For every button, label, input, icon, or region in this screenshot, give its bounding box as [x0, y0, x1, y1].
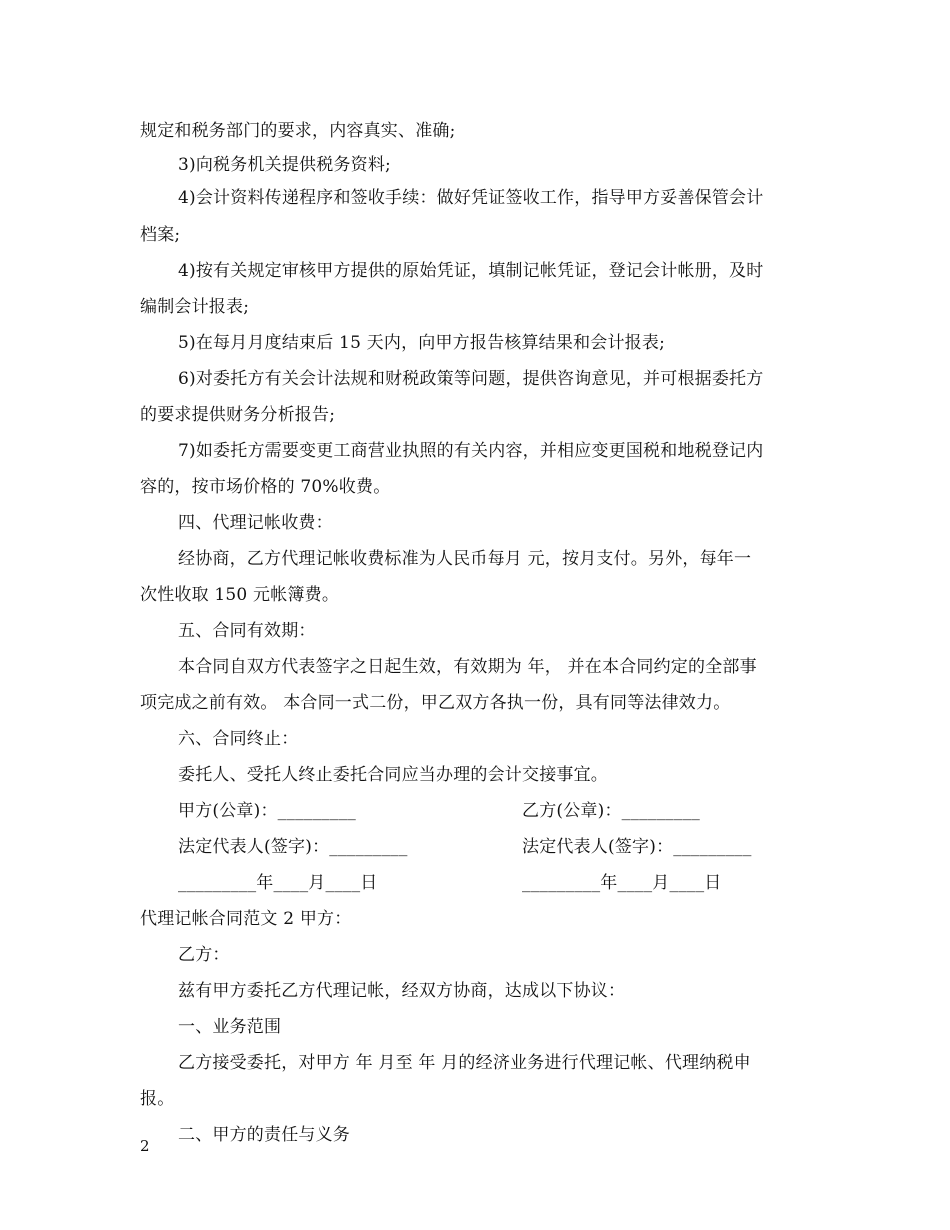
section-heading: 一、业务范围 [178, 1017, 282, 1037]
party-a-representative: 法定代表人(签字)：_________ [178, 837, 408, 857]
contract-title-line: 代理记帐合同范文 2 甲方： [140, 909, 352, 929]
text-line: 容的，按市场价格的 70%收费。 [140, 477, 391, 497]
text-line: 4)会计资料传递程序和签收手续：做好凭证签收工作，指导甲方妥善保管会计 [178, 188, 764, 208]
party-b-seal: 乙方(公章)：_________ [522, 801, 700, 821]
text-line: 委托人、受托人终止委托合同应当办理的会计交接事宜。 [178, 765, 608, 785]
text-line: 编制会计报表; [140, 297, 250, 317]
party-a-date: _________年____月____日 [178, 873, 378, 893]
text-line: 经协商，乙方代理记帐收费标准为人民币每月 元，按月支付。另外，每年一 [178, 549, 752, 569]
text-line: 7)如委托方需要变更工商营业执照的有关内容，并相应变更国税和地税登记内 [178, 441, 764, 461]
text-line: 档案; [140, 225, 181, 245]
text-line: 的要求提供财务分析报告; [140, 405, 336, 425]
text-line: 3)向税务机关提供税务资料; [178, 155, 391, 175]
text-line: 乙方： [178, 945, 230, 965]
section-heading: 五、合同有效期： [178, 621, 316, 641]
party-a-seal: 甲方(公章)：_________ [178, 801, 356, 821]
text-line: 4)按有关规定审核甲方提供的原始凭证，填制记帐凭证，登记会计帐册，及时 [178, 261, 764, 281]
text-line: 次性收取 150 元帐簿费。 [140, 585, 340, 605]
section-heading: 六、合同终止： [178, 729, 299, 749]
text-line: 6)对委托方有关会计法规和财税政策等问题，提供咨询意见，并可根据委托方 [178, 369, 764, 389]
section-heading: 二、甲方的责任与义务 [178, 1125, 350, 1145]
text-line: 5)在每月月度结束后 15 天内，向甲方报告核算结果和会计报表; [178, 333, 666, 353]
party-b-date: _________年____月____日 [522, 873, 722, 893]
text-line: 报。 [140, 1089, 175, 1109]
section-heading: 四、代理记帐收费： [178, 513, 333, 533]
text-line: 项完成之前有效。 本合同一式二份，甲乙双方各执一份，具有同等法律效力。 [140, 693, 731, 713]
text-line: 本合同自双方代表签字之日起生效，有效期为 年， 并在本合同约定的全部事 [178, 657, 757, 677]
text-line: 兹有甲方委托乙方代理记帐，经双方协商，达成以下协议： [178, 981, 626, 1001]
page-number: 2 [140, 1137, 150, 1155]
text-line: 规定和税务部门的要求，内容真实、准确; [140, 121, 456, 141]
party-b-representative: 法定代表人(签字)：_________ [522, 837, 752, 857]
text-line: 乙方接受委托，对甲方 年 月至 年 月的经济业务进行代理记帐、代理纳税申 [178, 1053, 751, 1073]
